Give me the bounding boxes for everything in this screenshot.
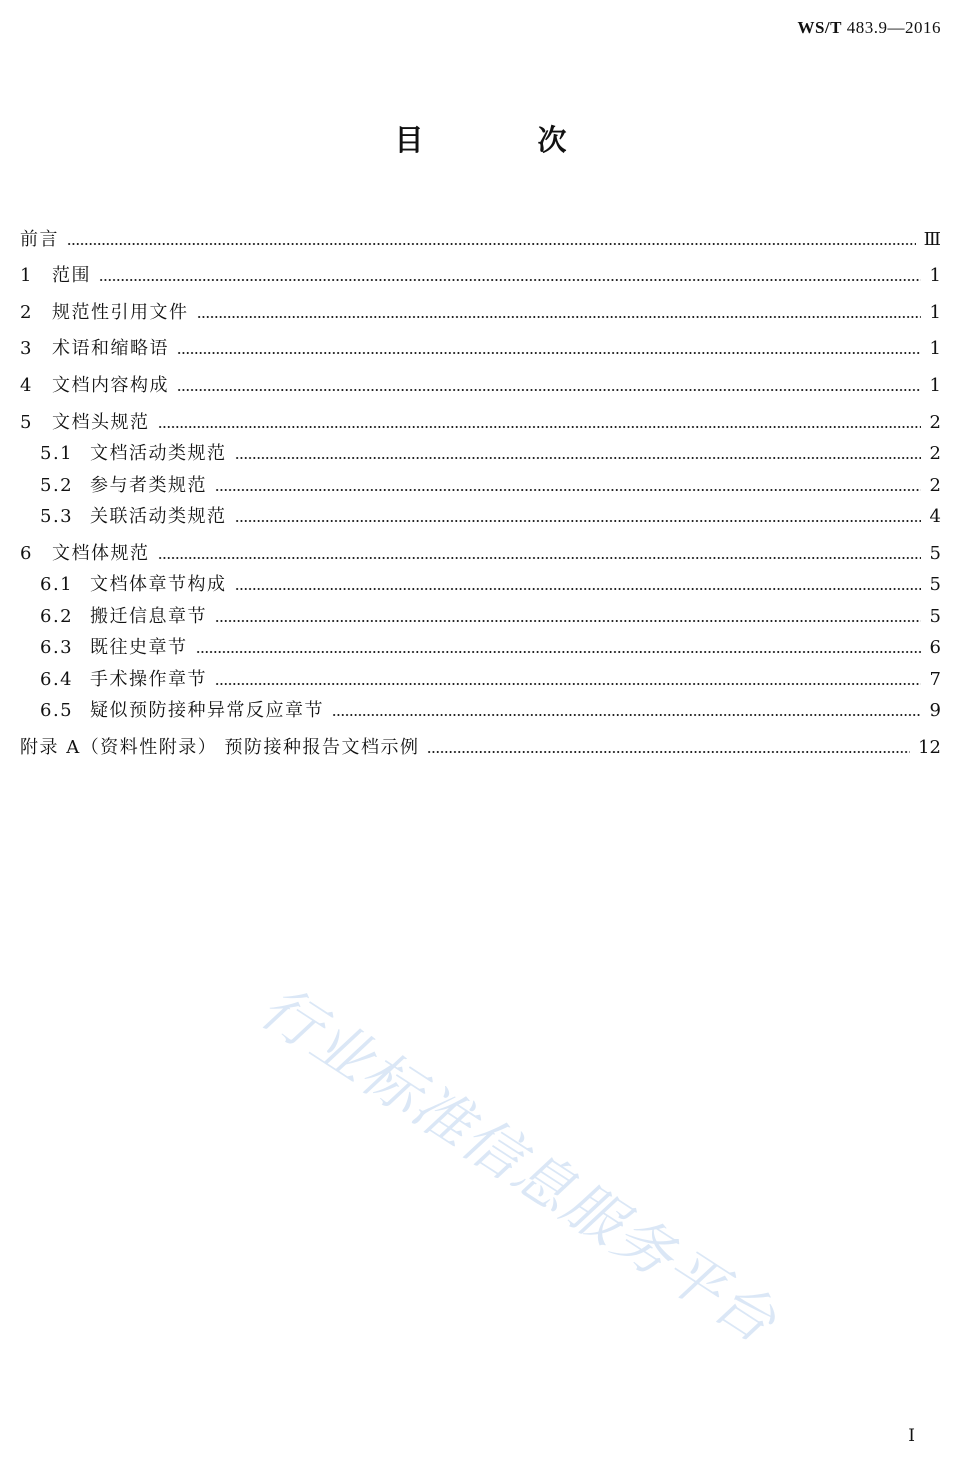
- toc-entry-page: 5: [929, 574, 941, 596]
- toc-entry[interactable]: [20, 628, 941, 660]
- toc-entry[interactable]: [20, 434, 941, 466]
- toc-entry-label: 手术操作章节: [90, 668, 207, 690]
- toc-leader-dots: [215, 489, 921, 491]
- toc-leader-dots: [196, 651, 922, 653]
- toc-leader-dots: [215, 620, 921, 622]
- toc-entry-page: 6: [929, 637, 941, 659]
- toc-entry-label: 附录 A（资料性附录） 预防接种报告文档示例: [20, 736, 420, 758]
- toc-entry-number: 6.2: [40, 605, 74, 627]
- toc-entry-number: 6.3: [40, 637, 74, 659]
- toc-leader-dots: [99, 279, 921, 281]
- toc-entry-label: 前言: [20, 228, 59, 250]
- toc-leader-dots: [158, 557, 922, 559]
- toc-entry-label: 范围: [52, 265, 91, 287]
- toc-entry-page: 5: [929, 542, 941, 564]
- toc-entry-number: 5.1: [40, 443, 74, 465]
- toc-entry[interactable]: [20, 324, 941, 361]
- standard-code-number: 483.9—2016: [846, 18, 941, 37]
- toc-entry-label: 文档内容构成: [52, 374, 169, 396]
- toc-entry-label: 参与者类规范: [90, 474, 207, 496]
- toc-entry-number: 5: [20, 411, 33, 433]
- toc-entry-number: 4: [20, 374, 33, 396]
- toc-entry-label: 文档体章节构成: [90, 574, 227, 596]
- toc-entry-label: 搬迁信息章节: [90, 605, 207, 627]
- toc-entry[interactable]: [20, 360, 941, 397]
- toc-leader-dots: [215, 683, 921, 685]
- toc-leader-dots: [235, 520, 922, 522]
- toc-entry-label: 规范性引用文件: [52, 301, 189, 323]
- toc-entry-label: 文档头规范: [52, 411, 150, 433]
- toc-entry-page: 12: [918, 736, 941, 758]
- toc-entry-number: 5.2: [40, 474, 74, 496]
- toc-entry-page: 1: [929, 265, 941, 287]
- toc-entry-number: 6.1: [40, 574, 74, 596]
- toc-entry-number: 6.5: [40, 700, 74, 722]
- toc-entry-label: 关联活动类规范: [90, 506, 227, 528]
- toc-entry-number: 6: [20, 542, 33, 564]
- toc-leader-dots: [177, 352, 921, 354]
- toc-leader-dots: [332, 714, 921, 716]
- toc-entry-label: 文档活动类规范: [90, 443, 227, 465]
- toc-leader-dots: [67, 243, 916, 245]
- toc-entry[interactable]: [20, 691, 941, 723]
- toc-entry-number: 5.3: [40, 506, 74, 528]
- toc-entry[interactable]: [20, 287, 941, 324]
- page-number: Ⅰ: [908, 1426, 915, 1446]
- toc-leader-dots: [235, 457, 922, 459]
- toc-entry-number: 1: [20, 265, 33, 287]
- standard-code-prefix: WS/T: [797, 18, 842, 37]
- toc-entry[interactable]: [20, 722, 941, 759]
- toc-entry[interactable]: [20, 497, 941, 529]
- toc-entry-number: 6.4: [40, 668, 74, 690]
- toc-entry[interactable]: [20, 214, 941, 251]
- standard-code: [797, 18, 941, 38]
- toc-entry-page: 9: [929, 700, 941, 722]
- toc-leader-dots: [158, 426, 922, 428]
- watermark: 行业标准信息服务平台: [248, 972, 790, 1357]
- toc-entry[interactable]: [20, 465, 941, 497]
- toc-entry-label: 既往史章节: [90, 637, 188, 659]
- toc-entry-page: 4: [929, 506, 941, 528]
- toc-entry-page: 1: [929, 374, 941, 396]
- toc-entry-page: 2: [929, 443, 941, 465]
- toc-entry[interactable]: [20, 251, 941, 288]
- toc-entry[interactable]: [20, 397, 941, 434]
- toc-leader-dots: [197, 316, 922, 318]
- toc-leader-dots: [235, 588, 922, 590]
- toc-entry[interactable]: [20, 528, 941, 565]
- toc-entry-page: Ⅲ: [923, 228, 941, 250]
- toc-entry-page: 2: [929, 411, 941, 433]
- toc-entry-page: 5: [929, 605, 941, 627]
- toc-entry-number: 3: [20, 338, 33, 360]
- toc-entry-page: 2: [929, 474, 941, 496]
- toc-entry[interactable]: [20, 659, 941, 691]
- toc-entry-label: 术语和缩略语: [52, 338, 169, 360]
- page-title: 目 次: [394, 123, 619, 157]
- toc-entry-page: 7: [929, 668, 941, 690]
- table-of-contents: [20, 214, 941, 759]
- toc-entry-label: 疑似预防接种异常反应章节: [90, 700, 324, 722]
- toc-entry[interactable]: [20, 596, 941, 628]
- toc-leader-dots: [177, 389, 921, 391]
- toc-leader-dots: [427, 751, 910, 753]
- toc-entry-number: 2: [20, 301, 33, 323]
- toc-entry-page: 1: [929, 301, 941, 323]
- toc-entry[interactable]: [20, 565, 941, 597]
- toc-entry-label: 文档体规范: [52, 542, 150, 564]
- toc-entry-page: 1: [929, 338, 941, 360]
